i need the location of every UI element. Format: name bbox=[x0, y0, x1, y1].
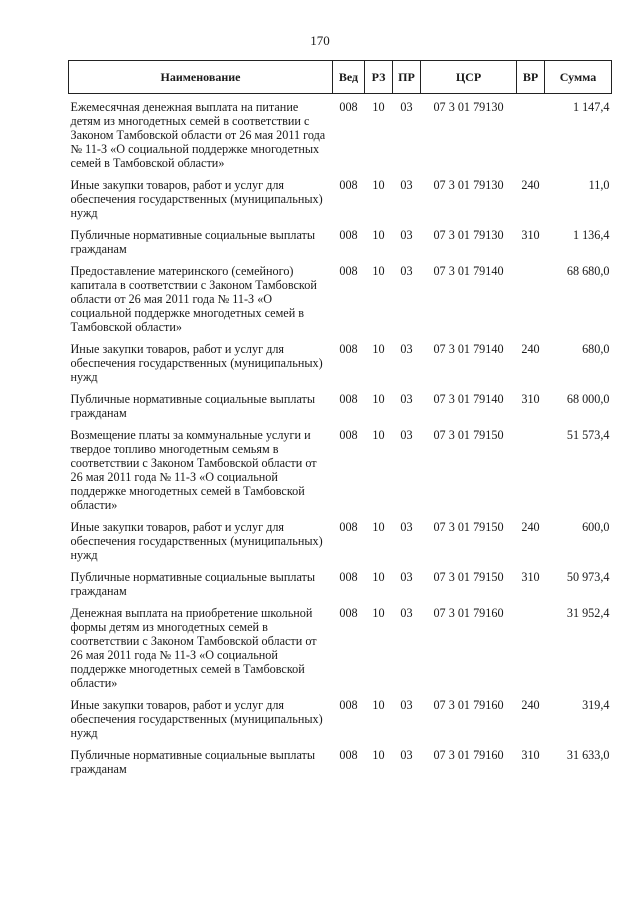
cell-rz: 10 bbox=[372, 428, 385, 442]
cell-vr bbox=[517, 598, 545, 690]
cell-pr: 03 bbox=[400, 606, 413, 620]
cell-ved: 008 bbox=[339, 698, 358, 712]
cell-vr: 240 bbox=[521, 698, 540, 712]
cell-pr: 03 bbox=[400, 342, 413, 356]
cell-name: Публичные нормативные социальные выплаты гражданам bbox=[70, 748, 316, 776]
page-number: 170 bbox=[310, 33, 330, 48]
cell-rz: 10 bbox=[372, 342, 385, 356]
cell-csr: 07 3 01 79150 bbox=[433, 570, 504, 584]
cell-rz: 10 bbox=[372, 100, 385, 114]
cell-vr bbox=[517, 94, 545, 171]
cell-csr: 07 3 01 79140 bbox=[433, 392, 504, 406]
cell-rz: 10 bbox=[372, 392, 385, 406]
header-name: Наименование bbox=[69, 61, 333, 94]
cell-csr: 07 3 01 79150 bbox=[433, 428, 504, 442]
cell-pr: 03 bbox=[400, 520, 413, 534]
table-row bbox=[69, 256, 612, 334]
cell-rz: 10 bbox=[372, 520, 385, 534]
header-vr: ВР bbox=[517, 61, 545, 94]
cell-vr: 240 bbox=[521, 520, 540, 534]
cell-sum: 11,0 bbox=[588, 178, 610, 192]
header-rz: РЗ bbox=[365, 61, 393, 94]
cell-pr: 03 bbox=[400, 100, 413, 114]
cell-vr: 310 bbox=[521, 228, 540, 242]
cell-sum: 1 147,4 bbox=[572, 100, 610, 114]
cell-pr: 03 bbox=[400, 428, 413, 442]
cell-name: Предоставление материнского (семейного) капитала в соответствии с Законом Тамбовской области от 26 мая 2011 года № 11-З «О социальной поддержке многодетных семей в Тамбовской области» bbox=[70, 264, 317, 334]
cell-name: Ежемесячная денежная выплата на питание детям из многодетных семей в соответствии с Законом Тамбовской области от 26 мая 2011 года № 11-З «О социальной поддержке многодетных семей в Тамбовской области» bbox=[70, 100, 326, 170]
table-body bbox=[69, 94, 612, 777]
cell-rz: 10 bbox=[372, 264, 385, 278]
cell-pr: 03 bbox=[400, 228, 413, 242]
cell-rz: 10 bbox=[372, 178, 385, 192]
cell-name: Иные закупки товаров, работ и услуг для обеспечения государственных (муниципальных) нужд bbox=[70, 342, 323, 384]
header-sum: Сумма bbox=[545, 61, 612, 94]
table-row bbox=[69, 690, 612, 740]
cell-ved: 008 bbox=[339, 342, 358, 356]
cell-ved: 008 bbox=[339, 392, 358, 406]
cell-csr: 07 3 01 79160 bbox=[433, 748, 504, 762]
cell-ved: 008 bbox=[339, 100, 358, 114]
cell-csr: 07 3 01 79130 bbox=[433, 100, 504, 114]
cell-ved: 008 bbox=[339, 606, 358, 620]
cell-vr: 310 bbox=[521, 570, 540, 584]
cell-rz: 10 bbox=[372, 606, 385, 620]
table-row bbox=[69, 512, 612, 562]
cell-pr: 03 bbox=[400, 698, 413, 712]
cell-sum: 51 573,4 bbox=[566, 428, 610, 442]
cell-pr: 03 bbox=[400, 392, 413, 406]
cell-name: Иные закупки товаров, работ и услуг для обеспечения государственных (муниципальных) нужд bbox=[70, 520, 323, 562]
cell-ved: 008 bbox=[339, 570, 358, 584]
cell-csr: 07 3 01 79160 bbox=[433, 606, 504, 620]
cell-csr: 07 3 01 79130 bbox=[433, 228, 504, 242]
cell-pr: 03 bbox=[400, 748, 413, 762]
cell-name: Денежная выплата на приобретение школьной формы детям из многодетных семей в соответствии с Законом Тамбовской области от 26 мая 2011 года № 11-З «О социальной поддержке многодетных семей в Тамбовской области» bbox=[70, 606, 317, 690]
cell-vr bbox=[517, 420, 545, 512]
table-row bbox=[69, 334, 612, 384]
cell-sum: 68 000,0 bbox=[566, 392, 610, 406]
cell-csr: 07 3 01 79160 bbox=[433, 698, 504, 712]
cell-sum: 319,4 bbox=[582, 698, 610, 712]
table-row bbox=[69, 562, 612, 598]
header-pr: ПР bbox=[393, 61, 421, 94]
cell-name: Возмещение платы за коммунальные услуги и твердое топливо многодетным семьям в соответствии с Законом Тамбовской области от 26 мая 2011 года № 11-З «О социальной поддержке многодетных семей в Тамбовской области» bbox=[70, 428, 317, 512]
cell-vr bbox=[517, 256, 545, 334]
table-row bbox=[69, 420, 612, 512]
cell-ved: 008 bbox=[339, 228, 358, 242]
cell-pr: 03 bbox=[400, 178, 413, 192]
cell-rz: 10 bbox=[372, 228, 385, 242]
cell-sum: 31 633,0 bbox=[566, 748, 610, 762]
cell-csr: 07 3 01 79140 bbox=[433, 342, 504, 356]
cell-sum: 680,0 bbox=[582, 342, 610, 356]
table-row bbox=[69, 384, 612, 420]
cell-vr: 310 bbox=[521, 748, 540, 762]
cell-csr: 07 3 01 79140 bbox=[433, 264, 504, 278]
table-row bbox=[69, 170, 612, 220]
cell-vr: 240 bbox=[521, 178, 540, 192]
cell-sum: 68 680,0 bbox=[566, 264, 610, 278]
cell-sum: 50 973,4 bbox=[566, 570, 610, 584]
cell-ved: 008 bbox=[339, 264, 358, 278]
header-ved: Вед bbox=[333, 61, 365, 94]
cell-name: Публичные нормативные социальные выплаты гражданам bbox=[70, 392, 316, 420]
cell-ved: 008 bbox=[339, 748, 358, 762]
cell-pr: 03 bbox=[400, 570, 413, 584]
cell-ved: 008 bbox=[339, 428, 358, 442]
budget-table bbox=[68, 60, 612, 776]
header-csr: ЦСР bbox=[421, 61, 517, 94]
table-row bbox=[69, 598, 612, 690]
table-row bbox=[69, 94, 612, 171]
cell-rz: 10 bbox=[372, 748, 385, 762]
cell-name: Публичные нормативные социальные выплаты гражданам bbox=[70, 228, 316, 256]
cell-vr: 310 bbox=[521, 392, 540, 406]
cell-rz: 10 bbox=[372, 570, 385, 584]
cell-vr: 240 bbox=[521, 342, 540, 356]
cell-ved: 008 bbox=[339, 178, 358, 192]
cell-name: Иные закупки товаров, работ и услуг для обеспечения государственных (муниципальных) нужд bbox=[70, 698, 323, 740]
cell-csr: 07 3 01 79130 bbox=[433, 178, 504, 192]
table-row bbox=[69, 740, 612, 776]
table-row bbox=[69, 220, 612, 256]
cell-pr: 03 bbox=[400, 264, 413, 278]
cell-csr: 07 3 01 79150 bbox=[433, 520, 504, 534]
cell-sum: 1 136,4 bbox=[572, 228, 610, 242]
cell-name: Публичные нормативные социальные выплаты гражданам bbox=[70, 570, 316, 598]
cell-ved: 008 bbox=[339, 520, 358, 534]
cell-sum: 600,0 bbox=[582, 520, 610, 534]
cell-name: Иные закупки товаров, работ и услуг для обеспечения государственных (муниципальных) нужд bbox=[70, 178, 323, 220]
table-header bbox=[69, 61, 612, 94]
cell-sum: 31 952,4 bbox=[566, 606, 610, 620]
cell-rz: 10 bbox=[372, 698, 385, 712]
